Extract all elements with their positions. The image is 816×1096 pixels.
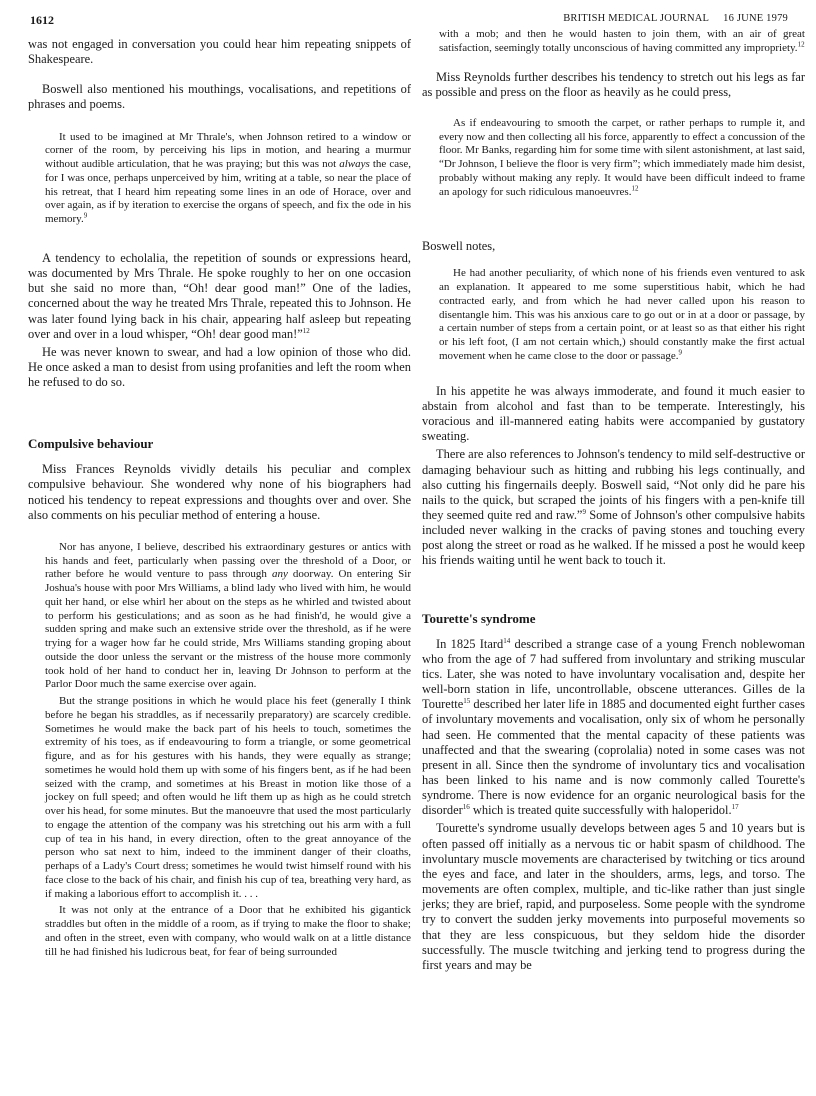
- paragraph: A tendency to echolalia, the repetition of sounds or expressions heard, was documented by Mrs Thrale. He spoke roughly to her on one occasion but she said no more than, “Oh! dear good man!” One of the ladies, concerned about the way he treated Mrs Thrale, repeated this to Johnson. He was later found lying back in his chair, appearing half asleep but repeating over and over in a loud whisper, “Oh! dear good man!”$^{12}$: [28, 250, 411, 341]
- block-quote: [45, 131, 411, 227]
- block-quote: [439, 117, 805, 200]
- block-quote: [45, 541, 411, 960]
- quote-paragraph: But the strange positions in which he would place his feet (generally I think before he began his straddles, as if necessarily preparatory) are scarcely credible. Sometimes he would make the back part of his heels to touch, sometimes the extremity of his toes, as if endeavouring to form a triangle, or some geometrical figure, and as for his gestures with his hands, they were equally as strange; sometimes he would hold them up with some of his fingers bent, as if he had been seized with the cramp, and sometimes at his Breast in motion like those of a jockey on full speed; and often would he lift them up as high as he could stretch over his head, for some minutes. But the manoeuvre that used the most particularly to engage the attention of the company was his stretching out his arm with a full cup of tea in his hand, in every direction, often to the great annoyance of the person who sat next to him, indeed to the imminent danger of their cloaths, perhaps of a Lady's Court dress; sometimes he would twist himself round with his face close to the back of his chair, and finish his cup of tea, breathing very hard, as if making a laborious effort to accomplish it. . . .: [45, 695, 411, 900]
- paragraph: In his appetite he was always immoderate, and found it much easier to abstain from alcohol and fast than to be temperate. Interestingly, his voracious and ill-mannered eating habits were accompanied by gustatory sweating.: [422, 383, 805, 444]
- paragraph: was not engaged in conversation you could hear him repeating snippets of Shakespeare.: [28, 37, 411, 67]
- block-quote: [439, 28, 805, 56]
- paragraph: Miss Frances Reynolds vividly details his peculiar and complex compulsive behaviour. She wondered why none of his biographers had noticed his tendency to repeat expressions and thoughts over and over. She also comments on his peculiar method of entering a house.: [28, 462, 411, 522]
- quote-paragraph: As if endeavouring to smooth the carpet, or rather perhaps to rumple it, and every now and then collecting all his force, apparently to effect a concussion of the floor. Mr Banks, regarding him for some time with silent astonishment, at last said, “Dr Johnson, I believe the floor is very firm”; which immediately made him desist, probably without making any reply. It would have been difficult indeed to frame an apology for such ridiculous manoeuvres.$^{12}$: [439, 116, 805, 198]
- paragraph: In 1825 Itard$^{14}$ described a strange case of a young French noblewoman who from the age of 7 had suffered from involuntary and striking muscular tics. Later, she was noted to have involuntary vocalisation and, despite her well-born station in life, uncontrollable, obscene utterances. Gilles de la Tourette$^{15}$ described her later life in 1885 and documented eight further cases of involuntary movements and vocalisation, only six of whom he personally had seen. He commented that the mental capacity of these patients was unaffected and that the swearing (coprolalia) noted in some cases was not present in all. Since then the syndrome of involuntary tics and vocalisation has been linked to his name and is now commonly called Tourette's syndrome. There is now evidence for an organic neurological basis for the disorder$^{16}$ which is treated quite successfully with haloperidol.$^{17}$: [422, 636, 805, 818]
- paragraph: He was never known to swear, and had a low opinion of those who did. He once asked a man to desist from using profanities and left the room when he refused to do so.: [28, 344, 411, 390]
- section-heading: Tourette's syndrome: [422, 610, 536, 626]
- journal-name: BRITISH MEDICAL JOURNAL: [563, 13, 710, 24]
- paragraph: Boswell notes,: [422, 239, 496, 254]
- running-head: [563, 13, 788, 24]
- section-heading: Compulsive behaviour: [28, 436, 154, 452]
- quote-paragraph: It was not only at the entrance of a Door that he exhibited his gigantick straddles but often in the middle of a room, as if trying to make the floor to shake; and often in the street, even with company, who would walk on at a little distance till he had finished his ludicrous beat, for fear of being surrounded: [45, 904, 411, 958]
- page-number: 1612: [30, 13, 54, 27]
- quote-paragraph: He had another peculiarity, of which none of his friends even ventured to ask an explanation. It appeared to me some superstitious habit, which he had contracted early, and from which he had never called upon his reason to disentangle him. This was his anxious care to go out or in at a door or passage, by a certain number of steps from a certain point, or at least so as that either his right or his left foot, (I am not certain which,) should constantly make the first actual movement when he came close to the door or passage.$^9$: [439, 267, 805, 362]
- issue-date: 16 JUNE 1979: [723, 13, 788, 24]
- paragraph: Tourette's syndrome usually develops between ages 5 and 10 years but is often passed off initially as a nervous tic or habit spasm of childhood. The involuntary muscle movements are characterised by twitching or tics around the eyes and face, and later in the shoulders, arms, legs, and torso. The movements are often complex, multiple, and tic-like rather than just single jerks; they are brief, rapid, and purposeless. Some people with the syndrome try to convert the sudden jerky movements into purposeful movements so that they are less conspicuous, but they seldom hide the disorder successfully. The muscle twitching and jerking tend to progress during the first years and may be: [422, 821, 805, 972]
- block-quote: [439, 267, 805, 363]
- left-column: [28, 37, 411, 959]
- paragraph: There are also references to Johnson's tendency to mild self-destructive or damaging behaviour such as hitting and rubbing his legs continually, and also cutting his fingernails deeply. Boswell said, “Not only did he pare his nails to the quick, but scraped the joints of his fingers with a pen-knife till they seemed quite red and raw.”$^9$ Some of Johnson's other compulsive habits included never walking in the cracks of paving stones and touching every post along the street or road as he walked. If he missed a post he would keep his friends waiting until he went back to touch it.: [422, 447, 805, 568]
- right-column: [422, 28, 805, 973]
- quote-paragraph: with a mob; and then he would hasten to join them, with an air of great satisfaction, seemingly totally unconscious of having committed any impropriety.$^{12}$: [439, 28, 805, 54]
- paragraph: Miss Reynolds further describes his tendency to stretch out his legs as far as possible and press on the floor as heavily as he could press,: [422, 69, 805, 99]
- paragraph: Boswell also mentioned his mouthings, vocalisations, and repetitions of phrases and poems.: [28, 82, 411, 112]
- quote-paragraph: Nor has anyone, I believe, described his extraordinary gestures or antics with his hands and feet, particularly when passing over the threshold of a Door, or rather before he would venture to pass through any doorway. On entering Sir Joshua's house with poor Mrs Williams, a blind lady who lived with him, he would quit her hand, or else whirl her about on the steps as he whirled and twisted about to perform his gesticulations; and as soon as he had finish'd, he would give a sudden spring and make such an extensive stride over the threshold, as if he were trying for a wager how far he could stride, Mrs Williams standing groping about outside the door unless the servant or the mistress of the house more commonly took hold of her hand to conduct her in, leaving Dr Johnson to perform at the Parlor Door much the same exercise over again.: [45, 540, 411, 691]
- quote-paragraph: It used to be imagined at Mr Thrale's, when Johnson retired to a window or corner of the room, by perceiving his lips in motion, and hearing a murmur without audible articulation, that he was praying; but this was not always the case, for I was once, perhaps unperceived by him, writing at a table, so near the place of his retreat, that I heard him repeating some lines in an ode of Horace, over and over again, as if by iteration to exercise the organs of speech, and fix the ode in his memory.$^9$: [45, 130, 411, 226]
